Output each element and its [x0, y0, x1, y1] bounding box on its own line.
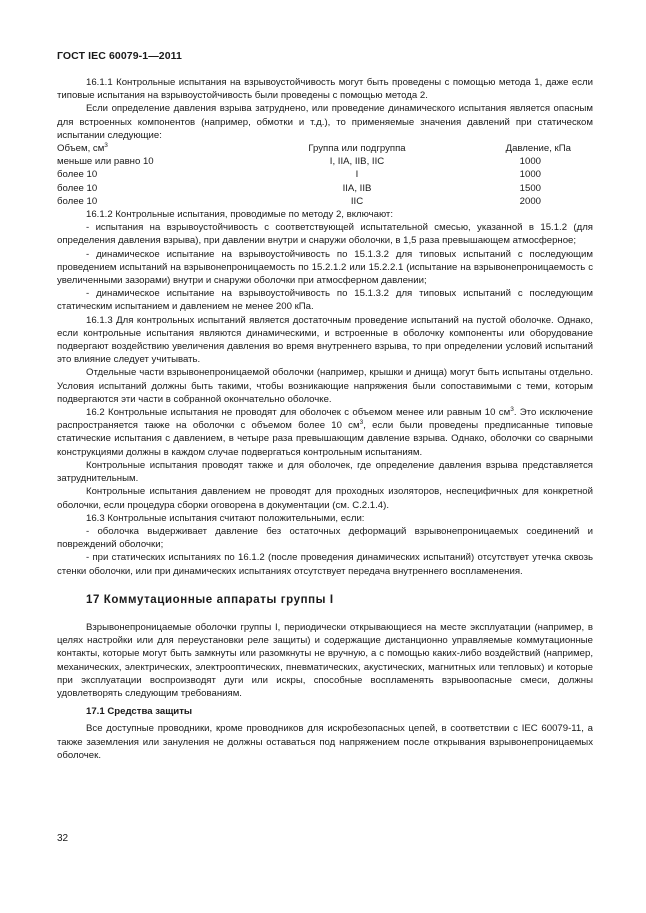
paragraph-list-item: - испытания на взрывоустойчивость с соответствующей испытательной смесью, указанной в 15.1.2 (для определения давления взрыва), при давлении внутри и снаружи оболочки, в 1,5 раза превышающем атмосферное; — [57, 222, 593, 247]
table-row — [57, 168, 593, 181]
page-number: 32 — [57, 833, 69, 844]
cell-volume: более 10 — [57, 182, 98, 194]
document-code: ГОСТ IEC 60079-1—2011 — [57, 50, 182, 62]
cell-pressure: 2000 — [519, 195, 541, 207]
paragraph-16-3: 16.3 Контрольные испытания считают положительными, если: — [86, 512, 365, 524]
table-row — [57, 155, 593, 168]
cell-pressure: 1000 — [519, 156, 541, 168]
cell-volume: более 10 — [57, 169, 98, 181]
section-17-heading: 17 Коммутационные аппараты группы I — [86, 593, 334, 606]
header-group: Группа или подгруппа — [308, 143, 406, 155]
section-17-1-heading: 17.1 Средства защиты — [86, 706, 193, 718]
paragraph-list-item: - оболочка выдерживает давление без остаточных деформаций взрывонепроницаемых соединений и повреждений оболочки; — [57, 525, 593, 551]
table-header-row — [57, 142, 593, 155]
table-row — [57, 195, 593, 208]
cell-pressure: 1500 — [519, 182, 541, 194]
paragraph-static-pressure: Если определение давления взрыва затруднено, или проведение динамического испытания является опасным для встроенных компонентов (например, обмотки и т.д.), то применяемые значения давлений при статическом испытании следующие: — [57, 103, 593, 141]
paragraph-difficult-pressure: Контрольные испытания проводят также и для оболочек, где определение давления взрыва представляется затруднительным. — [57, 459, 593, 485]
paragraph-list-item: - динамическое испытание на взрывоустойчивость по 15.1.3.2 для типовых испытаний с последующим статическим испытанием и давлением не менее 200 кПа. — [57, 288, 593, 313]
cell-volume: более 10 — [57, 195, 98, 207]
paragraph-16-1-2: 16.1.2 Контрольные испытания, проводимые по методу 2, включают: — [86, 209, 393, 221]
paragraph-16-1-1: 16.1.1 Контрольные испытания на взрывоустойчивость могут быть проведены с помощью метода 1, даже если типовые испытания на взрывоустойчивость были проведены с помощью метода 2. — [57, 77, 593, 102]
cell-pressure: 1000 — [519, 169, 541, 181]
static-pressure-table — [57, 142, 593, 208]
paragraph-17-intro: Взрывонепроницаемые оболочки группы I, периодически открывающиеся на месте эксплуатации (например, в целях настройки или для переустановки реле защиты) и содержащие дистанционно управляемые коммутационные контакты, которые могут быть замкнуты или разомкнуты не вручную, а с помощью каких-либо воздействий (например, механических, электрических, электрооптических, пневматических, акустических, магнитных или тепловых) и которые при эксплуатации воспроизводят дуги или искры, способные воспламенять взрывоопасные смеси, должны удовлетворять следующим требованиям. — [57, 621, 593, 699]
paragraph-separate-parts: Отдельные части взрывонепроницаемой оболочки (например, крышки и днища) могут быть испытаны отдельно. Условия испытаний должны быть такими, чтобы возникающие напряжения были сопоставимыми с теми, которым подвергаются эти части в собранной окончательно оболочке. — [57, 367, 593, 405]
header-volume: Объем, $см^3$ — [57, 142, 108, 155]
cell-group: I — [355, 169, 359, 181]
cell-group: IIC — [350, 195, 364, 207]
cell-group: I, IIA, IIB, IIC — [329, 156, 385, 168]
paragraph-16-1-3: 16.1.3 Для контрольных испытаний является достаточным проведение испытаний на пустой оболочке. Однако, если контрольные испытания являются динамическими, и встроенные в оболочку компоненты или оборудование подвергают воздействию увеличения давления во время внутреннего взрыва, то при определении условий испытаний это влияние следует учитывать. — [57, 314, 593, 366]
cell-volume: меньше или равно 10 — [57, 156, 154, 168]
paragraph-17-1: Все доступные проводники, кроме проводников для искробезопасных цепей, в соответствии с IEC 60079-11, а также заземления или зануления не должны оставаться под напряжением после открывания взрывонепроницаемых оболочек. — [57, 723, 593, 761]
paragraph-list-item: - при статических испытаниях по 16.1.2 (после проведения динамических испытаний) отсутствует утечка сквозь стенки оболочки, или при динамических испытаниях отсутствует передача внутреннего воспламенения. — [57, 552, 593, 577]
header-pressure: Давление, кПа — [505, 143, 571, 155]
table-row — [57, 182, 593, 195]
paragraph-bushings: Контрольные испытания давлением не проводят для проходных изоляторов, неспецифичных для конкретной оболочки, если процедура сборки оговорена в документации (см. С.2.1.4). — [57, 486, 593, 511]
paragraph-16-2: 16.2 Контрольные испытания не проводят для оболочек с объемом менее или равным 10 $см^3$. Это исключение распространяется также на оболочки с объемом более 10 $см^3$, если были проведены предписанные типовые статические испытания с давлением, в четыре раза превышающим давление взрыва. Однако, оболочки со сварными конструкциями должны в каждом случае подвергаться контрольным испытаниям. — [57, 406, 593, 458]
document-body — [57, 76, 593, 762]
paragraph-list-item: - динамическое испытание на взрывоустойчивость по 15.1.3.2 для типовых испытаний с последующим проведением испытаний на взрывонепроницаемость по 15.2.1.2 или 15.2.2.1 (испытание на взрывонепроницаемость с увеличенными зазорами) внутри и снаружи оболочки при атмосферном давлении; — [57, 248, 593, 287]
cell-group: IIA, IIB — [342, 182, 372, 194]
